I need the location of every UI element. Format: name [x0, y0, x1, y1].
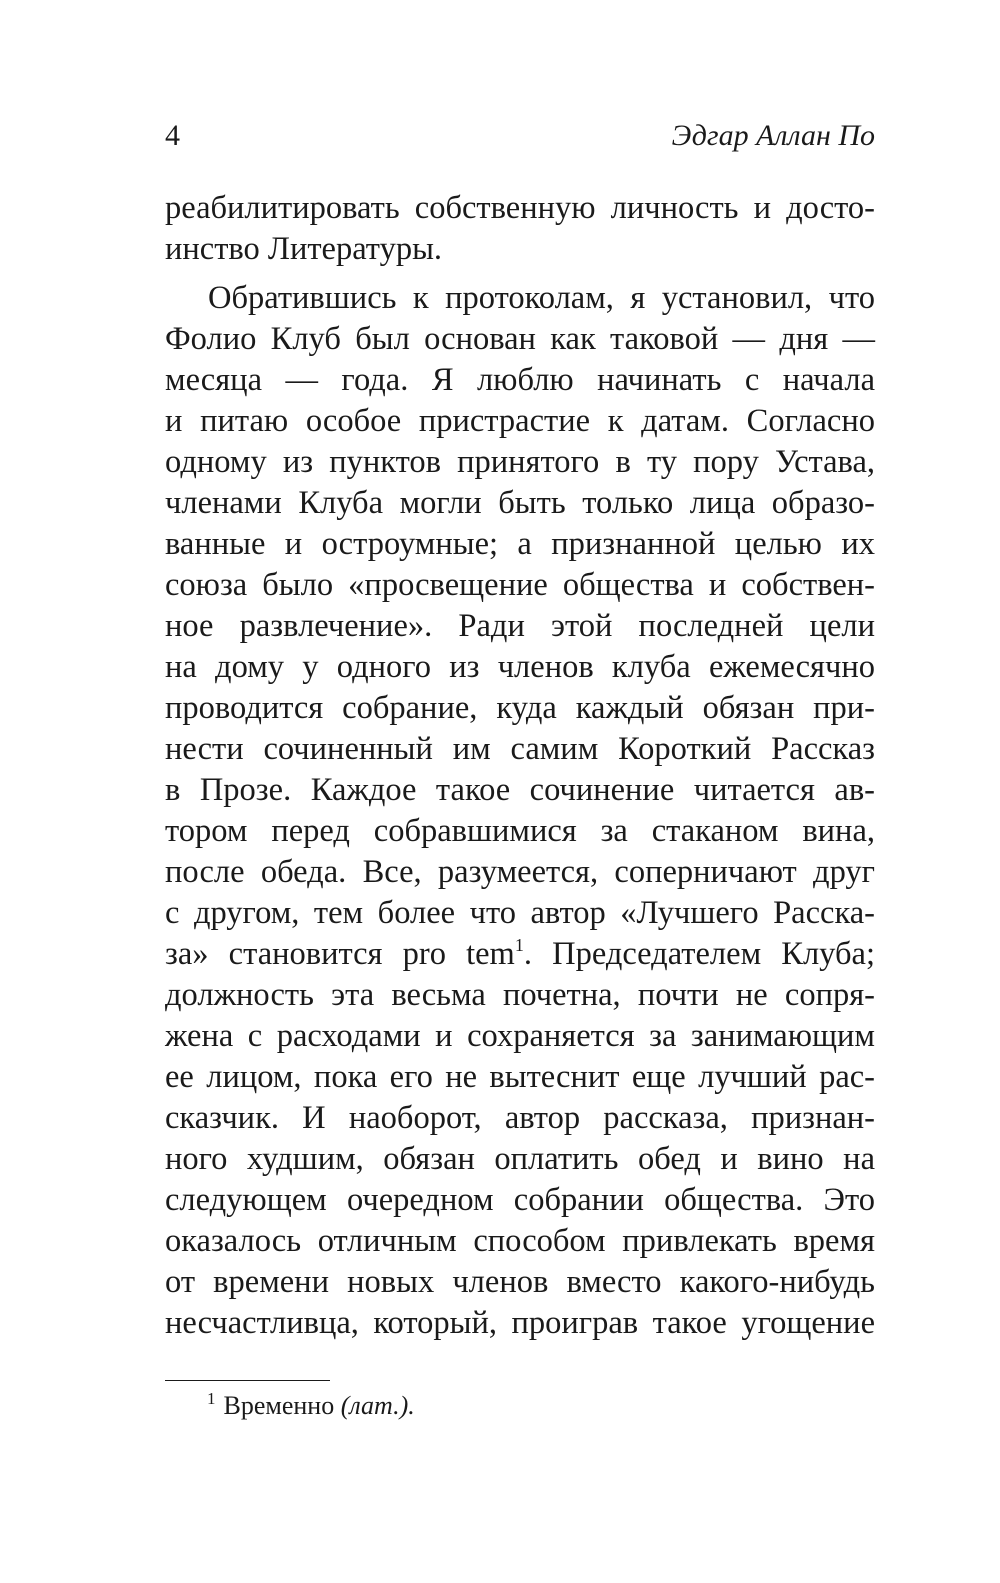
text-line: ного худшим, обязан оплатить обед и вино на [165, 1141, 875, 1177]
text-line: Обратившись к протоколам, я установил, что [208, 280, 875, 316]
text-line: тором перед собравшимися за стаканом вина, [165, 813, 875, 849]
body-text [165, 188, 875, 1344]
footnote-divider [165, 1380, 330, 1381]
text-line: проводится собрание, куда каждый обязан при- [165, 690, 875, 726]
footnote [207, 1389, 415, 1426]
text-line: оказалось отличным способом привлекать время [165, 1223, 875, 1259]
text-line: нести сочиненный им самим Короткий Рассказ [165, 731, 875, 767]
text-line: должность эта весьма почетна, почти не сопря- [165, 977, 875, 1013]
text-line: одному из пунктов принятого в ту пору Устава, [165, 444, 875, 480]
text-line: в Прозе. Каждое такое сочинение читается ав- [165, 772, 875, 808]
footnote-reference: 1 [514, 935, 524, 955]
text-line: ее лицом, пока его не вытеснит еще лучший рас- [165, 1059, 875, 1095]
footnote-text: Временно [223, 1391, 335, 1420]
text-line: месяца — года. Я люблю начинать с начала [165, 362, 875, 398]
footnote-mark: 1 [207, 1389, 216, 1408]
running-header [165, 114, 875, 158]
text-line: несчастливца, который, проиграв такое угощение [165, 1305, 875, 1341]
running-title: Эдгар Аллан По [671, 119, 875, 152]
text-line: после обеда. Все, разумеется, соперничают друг [165, 854, 875, 890]
text-line: инство Литературы. [165, 231, 443, 267]
text-line: ное развлечение». Ради этой последней цели [165, 608, 875, 644]
footnote-note: (лат.). [340, 1391, 415, 1420]
text-line: союза было «просвещение общества и собствен- [165, 567, 875, 603]
text-line: и питаю особое пристрастие к датам. Согласно [165, 403, 875, 439]
text-line: членами Клуба могли быть только лица образо- [165, 485, 875, 521]
text-line: жена с расходами и сохраняется за занимающим [165, 1018, 875, 1054]
text-line: с другом, тем более что автор «Лучшего Расска- [165, 895, 875, 931]
text-line: следующем очередном собрании общества. Это [165, 1182, 875, 1218]
text-line: реабилитировать собственную личность и досто- [165, 190, 875, 226]
text-line: Фолио Клуб был основан как таковой — дня — [165, 321, 875, 357]
text-line: от времени новых членов вместо какого-нибудь [165, 1264, 875, 1300]
text-line: ванные и остроумные; а признанной целью их [165, 526, 875, 562]
text-line: на дому у одного из членов клуба ежемесячно [165, 649, 875, 685]
text-fragment: . Председателем Клуба; [523, 936, 875, 972]
text-fragment: за» становится pro tem [165, 936, 515, 972]
page-number: 4 [165, 119, 180, 152]
text-line-with-footnote [165, 934, 875, 975]
text-line: сказчик. И наоборот, автор рассказа, признан- [165, 1100, 875, 1136]
